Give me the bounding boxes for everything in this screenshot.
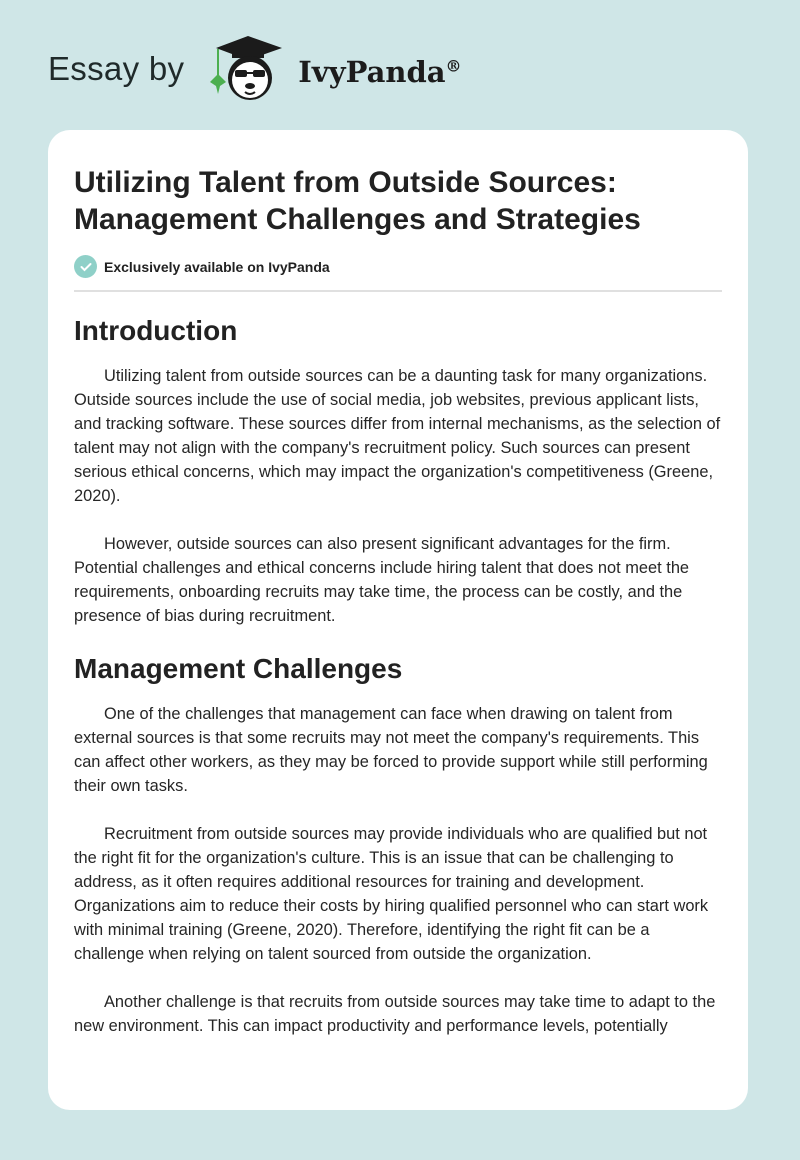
essay-title: Utilizing Talent from Outside Sources: Management Challenges and Strategies: [74, 166, 641, 236]
brand-text: IvyPanda: [298, 55, 446, 89]
exclusive-badge: [74, 255, 722, 278]
ivypanda-logo-icon[interactable]: [206, 34, 290, 104]
paragraph: Recruitment from outside sources may provide individuals who are qualified but not the right fit for the organization's culture. This is an issue that can be challenging to address, as it often requires additional resources for training and development. Organizations aim to reduce their costs by hiring qualified personnel who can start work with minimal training (Greene, 2020). Therefore, identifying the right fit can be a challenge when relying on talent sourced from outside the organization.: [74, 825, 709, 963]
brand-name[interactable]: [298, 55, 461, 89]
exclusive-text: Exclusively available on IvyPanda: [104, 258, 330, 275]
checkmark-icon: [74, 255, 97, 278]
essay-card: [48, 130, 748, 1110]
paragraph: Another challenge is that recruits from outside sources may take time to adapt to the new environment. This can impact productivity and performance levels, potentially: [74, 993, 716, 1035]
paragraph: However, outside sources can also present significant advantages for the firm. Potential challenges and ethical concerns include hiring talent that does not meet the requirements, onboarding recruits may take time, the process can be costly, and the presence of bias during recruitment.: [74, 535, 690, 625]
essay-by-label: Essay by: [48, 50, 185, 87]
section-heading-management-challenges: Management Challenges: [74, 653, 403, 684]
registered-mark: ®: [445, 56, 462, 76]
paragraph: Utilizing talent from outside sources can be a daunting task for many organizations. Outside sources include the use of social media, job websites, previous applicant lists, and tracking software. These sources differ from internal mechanisms, as the selection of talent may not align with the company's recruitment policy. Such sources can present serious ethical concerns, which may impact the organization's competitiveness (Greene, 2020).: [74, 367, 721, 505]
section-heading-introduction: Introduction: [74, 315, 238, 346]
site-header: [48, 34, 462, 104]
paragraph: One of the challenges that management can face when drawing on talent from external sources is that some recruits may not meet the company's requirements. This can affect other workers, as they may be forced to provide support while still performing their own tasks.: [74, 705, 708, 795]
divider: [74, 290, 722, 292]
